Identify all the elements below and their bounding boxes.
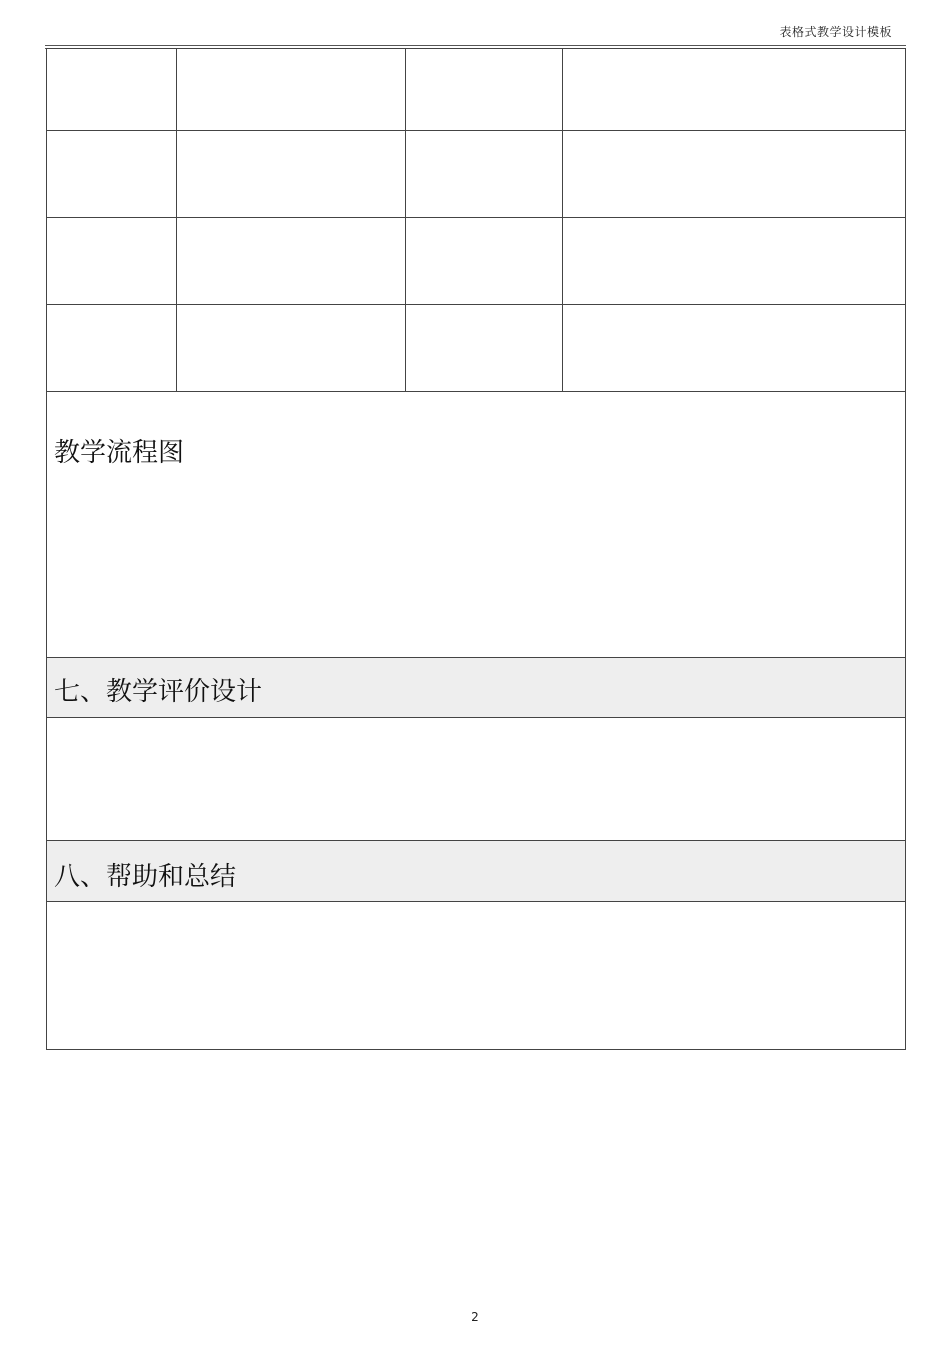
section-7-content [47,719,905,840]
table-cell [177,305,405,391]
table-cell [406,305,562,391]
table-cell [47,131,176,217]
table-cell [47,49,176,130]
table-cell [406,131,562,217]
table-cell [47,305,176,391]
section-8-title: 八、帮助和总结 [54,862,237,892]
table-cell [406,218,562,304]
table-cell [47,218,176,304]
table-cell [563,131,905,217]
section-8-header [47,840,905,902]
lesson-plan-table [46,48,906,1050]
page-number: 2 [471,1310,479,1324]
running-header: 表格式教学设计模板 [779,25,892,39]
table-cell [563,305,905,391]
section-8-content [47,903,905,1049]
table-cell [177,218,405,304]
flowchart-title: 教学流程图 [54,438,185,468]
section-7-header [47,657,905,718]
row-divider [47,391,905,392]
table-cell [563,49,905,130]
header-rule-top [45,45,906,46]
section-7-title: 七、教学评价设计 [54,677,263,707]
table-cell [177,49,405,130]
table-cell [563,218,905,304]
table-cell [406,49,562,130]
table-cell [177,131,405,217]
flowchart-area [47,479,905,656]
